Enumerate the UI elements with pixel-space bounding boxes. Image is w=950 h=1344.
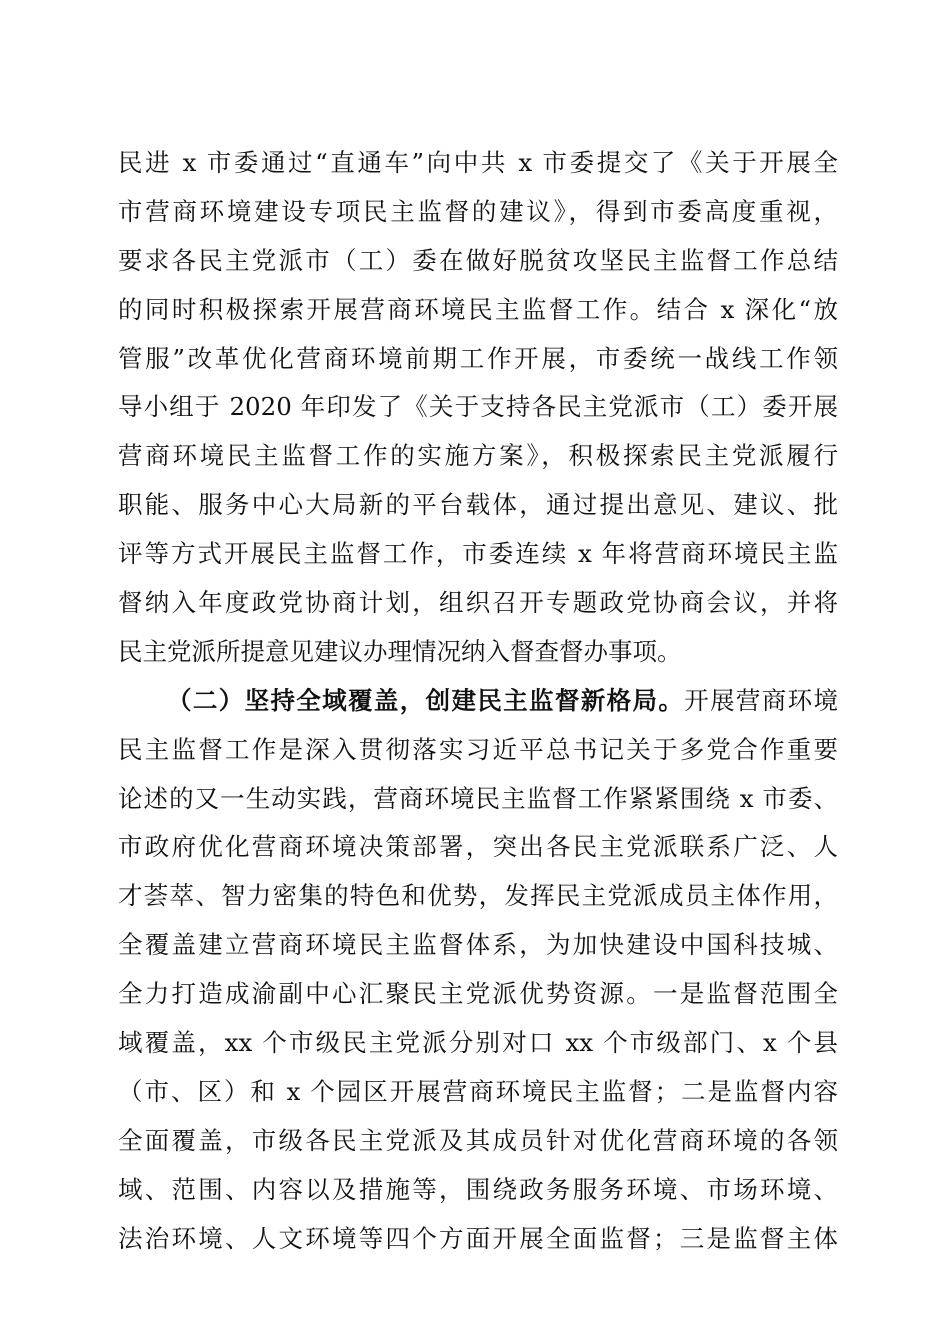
paragraph-line: 市营商环境建设专项民主监督的建议》，得到市委高度重视， xyxy=(118,196,838,226)
paragraph-line: 全面覆盖，市级各民主党派及其成员针对优化营商环境的各领 xyxy=(118,1125,838,1155)
paragraph-line: 域、范围、内容以及措施等，围绕政务服务环境、市场环境、 xyxy=(118,1174,838,1204)
paragraph-line: 域覆盖，xx 个市级民主党派分别对口 xx 个市级部门、x 个县 xyxy=(118,1028,838,1058)
paragraph-line: 民主党派所提意见建议办理情况纳入督查督办事项。 xyxy=(118,636,682,666)
paragraph-line: 的同时积极探索开展营商环境民主监督工作。结合 x 深化“放 xyxy=(118,294,838,324)
paragraph-line: 要求各民主党派市（工）委在做好脱贫攻坚民主监督工作总结 xyxy=(118,245,838,275)
paragraph-line: 营商环境民主监督工作的实施方案》，积极探索民主党派履行 xyxy=(118,441,838,471)
paragraph-line: 市政府优化营商环境决策部署，突出各民主党派联系广泛、人 xyxy=(118,832,838,862)
paragraph-line: 法治环境、人文环境等四个方面开展全面监督；三是监督主体 xyxy=(118,1223,838,1253)
section-heading-line xyxy=(118,677,838,726)
paragraph-line: 评等方式开展民主监督工作，市委连续 x 年将营商环境民主监 xyxy=(118,539,838,569)
paragraph-line: （市、区）和 x 个园区开展营商环境民主监督；二是监督内容 xyxy=(118,1076,838,1106)
paragraph-line: 论述的又一生动实践，营商环境民主监督工作紧紧围绕 x 市委、 xyxy=(118,783,838,813)
paragraph-line: 职能、服务中心大局新的平台载体，通过提出意见、建议、批 xyxy=(118,490,838,520)
paragraph-line: 管服”改革优化营商环境前期工作开展，市委统一战线工作领 xyxy=(118,343,838,373)
paragraph-line: 导小组于 2020 年印发了《关于支持各民主党派市（工）委开展 xyxy=(118,392,838,422)
paragraph-line: 全覆盖建立营商环境民主监督体系，为加快建设中国科技城、 xyxy=(118,930,838,960)
paragraph-line: 民主监督工作是深入贯彻落实习近平总书记关于多党合作重要 xyxy=(118,734,838,764)
paragraph-line: 全力打造成渝副中心汇聚民主党派优势资源。一是监督范围全 xyxy=(118,979,838,1009)
section-heading: （二）坚持全域覆盖，创建民主监督新格局。 xyxy=(167,685,685,715)
document-body xyxy=(118,139,838,1263)
paragraph-line: 民进 x 市委通过“直通车”向中共 x 市委提交了《关于开展全 xyxy=(118,148,838,177)
paragraph-line: 才荟萃、智力密集的特色和优势，发挥民主党派成员主体作用， xyxy=(118,881,838,911)
paragraph-line: 督纳入年度政党协商计划，组织召开专题政党协商会议，并将 xyxy=(118,588,838,618)
heading-line-continuation: 开展营商环境 xyxy=(684,685,839,715)
